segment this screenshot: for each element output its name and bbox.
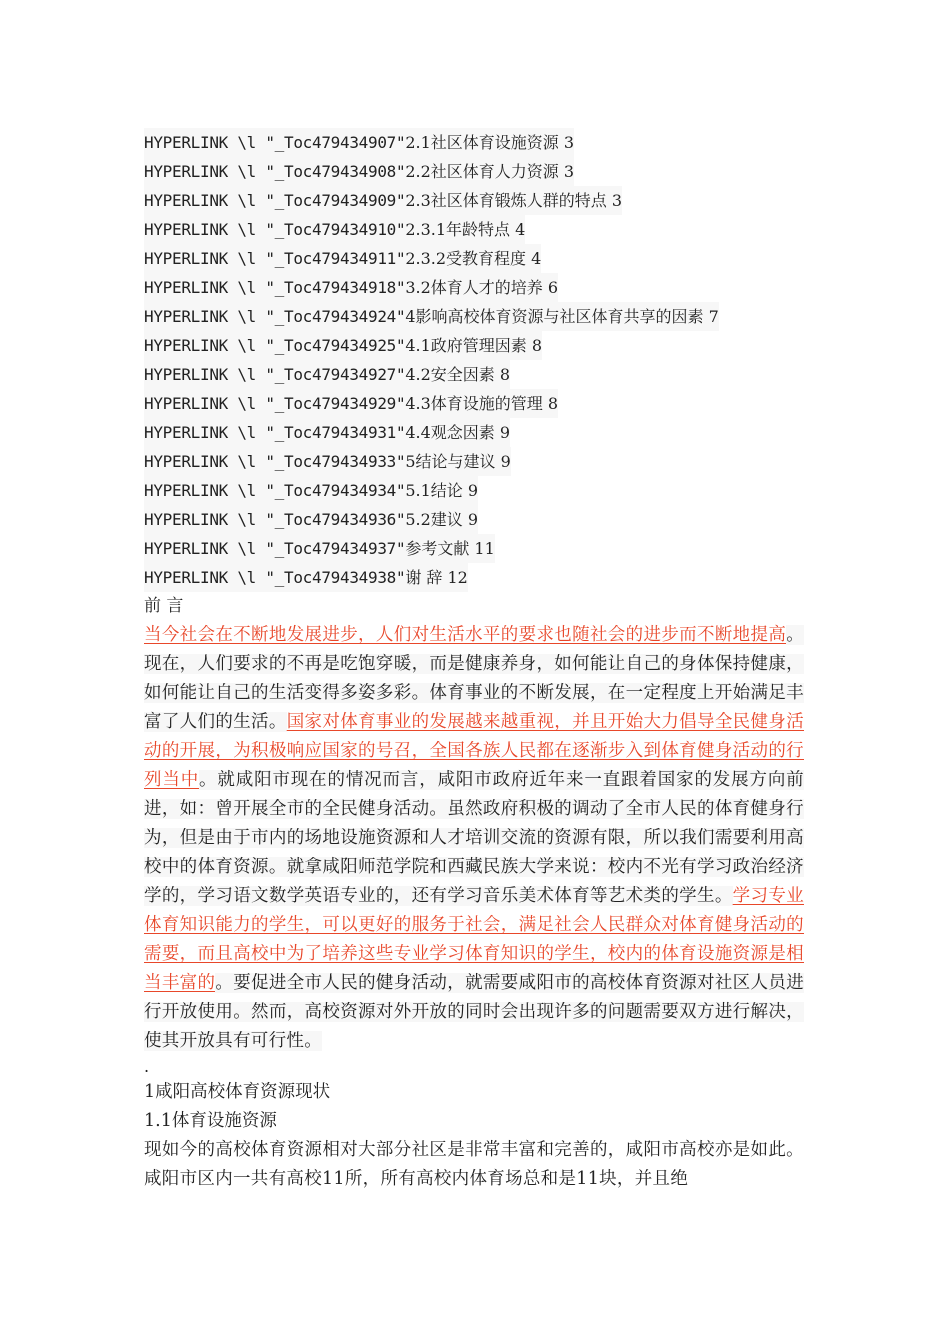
toc-entry-text: 4.1政府管理因素 8 (405, 336, 543, 355)
toc-field-code: HYPERLINK \l "_Toc479434936" (144, 510, 406, 529)
toc-entry[interactable] (144, 186, 622, 215)
toc-entry-text: 4影响高校体育资源与社区体育共享的因素 7 (405, 307, 719, 326)
table-of-contents (144, 128, 804, 592)
toc-entry-text: 2.3社区体育锻炼人群的特点 3 (405, 191, 623, 210)
toc-entry[interactable] (144, 302, 719, 331)
toc-entry[interactable] (144, 505, 478, 534)
toc-entry-text: 2.2社区体育人力资源 3 (405, 162, 575, 181)
body-text: 。现在，人们要求的不再是吃饱穿暖，而是健康养身，如何能让自己的身体保持健康，如何能让自己的生活变得多姿多彩。体育事业的不断发展，在一定程度上开始满足丰富了人们的生活。 (144, 625, 804, 732)
toc-entry-text: 4.3体育设施的管理 8 (405, 394, 559, 413)
toc-entry-text: 5.1结论 9 (405, 481, 479, 500)
toc-field-code: HYPERLINK \l "_Toc479434931" (144, 423, 406, 442)
toc-entry-text: 4.2安全因素 8 (405, 365, 511, 384)
toc-entry-text: 谢 辞 12 (405, 568, 468, 587)
highlighted-text: 国家对体育事业的发展越来越重视，并且开始大力倡导全民健身活动的开展，为积极响应国家的号召，全国各族人民都在逐渐步入到体育健身活动的行列当中 (144, 712, 804, 790)
toc-entry-text: 参考文献 11 (405, 539, 495, 558)
toc-field-code: HYPERLINK \l "_Toc479434908" (144, 162, 406, 181)
toc-entry[interactable] (144, 331, 542, 360)
toc-field-code: HYPERLINK \l "_Toc479434911" (144, 249, 406, 268)
toc-field-code: HYPERLINK \l "_Toc479434937" (144, 539, 406, 558)
toc-entry[interactable] (144, 273, 558, 302)
toc-field-code: HYPERLINK \l "_Toc479434927" (144, 365, 406, 384)
body-text: 。要促进全市人民的健身活动，就需要咸阳市的高校体育资源对社区人员进行开放使用。然而，高校资源对外开放的同时会出现许多的问题需要双方进行解决，使其开放具有可行性。 (144, 973, 804, 1051)
preface-heading: 前 言 (144, 596, 184, 616)
document-page (144, 128, 804, 1194)
toc-entry-text: 3.2体育人才的培养 6 (405, 278, 559, 297)
highlighted-text: 学习专业体育知识能力的学生，可以更好的服务于社会，满足社会人民群众对体育健身活动的需要，而且高校中为了培养这些专业学习体育知识的学生，校内的体育设施资源是相当丰富的 (144, 886, 804, 993)
section-1-title: 1咸阳高校体育资源现状 (144, 1082, 331, 1102)
highlighted-text: 当今社会在不断地发展进步，人们对生活水平的要求也随社会的进步而不断地提高 (144, 625, 787, 645)
toc-entry[interactable] (144, 244, 541, 273)
preface-paragraph (144, 621, 804, 1056)
toc-entry[interactable] (144, 215, 525, 244)
toc-entry[interactable] (144, 157, 574, 186)
toc-field-code: HYPERLINK \l "_Toc479434934" (144, 481, 406, 500)
toc-field-code: HYPERLINK \l "_Toc479434918" (144, 278, 406, 297)
toc-entry-text: 5结论与建议 9 (405, 452, 511, 471)
toc-entry[interactable] (144, 447, 511, 476)
toc-field-code: HYPERLINK \l "_Toc479434910" (144, 220, 406, 239)
toc-entry[interactable] (144, 563, 468, 592)
toc-entry-text: 2.3.1年龄特点 4 (405, 220, 526, 239)
toc-entry[interactable] (144, 360, 510, 389)
dot-mark: . (144, 1057, 150, 1076)
toc-field-code: HYPERLINK \l "_Toc479434933" (144, 452, 406, 471)
toc-field-code: HYPERLINK \l "_Toc479434925" (144, 336, 406, 355)
section-1-1-title: 1.1体育设施资源 (144, 1111, 277, 1131)
body-text: 。就咸阳市现在的情况而言，咸阳市政府近年来一直跟着国家的发展方向前进，如：曾开展全市的全民健身活动。虽然政府积极的调动了全市人民的体育健身行为，但是由于市内的场地设施资源和人才培训交流的资源有限，所以我们需要利用高校中的体育资源。就拿咸阳师范学院和西藏民族大学来说：校内不光有学习政治经济学的，学习语文数学英语专业的，还有学习音乐美术体育等艺术类的学生。 (144, 770, 804, 906)
toc-field-code: HYPERLINK \l "_Toc479434938" (144, 568, 406, 587)
toc-entry[interactable] (144, 418, 510, 447)
toc-field-code: HYPERLINK \l "_Toc479434924" (144, 307, 406, 326)
toc-field-code: HYPERLINK \l "_Toc479434909" (144, 191, 406, 210)
toc-entry[interactable] (144, 476, 478, 505)
toc-entry-text: 2.3.2受教育程度 4 (405, 249, 542, 268)
toc-field-code: HYPERLINK \l "_Toc479434929" (144, 394, 406, 413)
toc-entry-text: 5.2建议 9 (405, 510, 479, 529)
section-1-1-body: 现如今的高校体育资源相对大部分社区是非常丰富和完善的，咸阳市高校亦是如此。咸阳市区内一共有高校11所，所有高校内体育场总和是11块，并且绝 (144, 1140, 804, 1189)
toc-entry-text: 4.4观念因素 9 (405, 423, 511, 442)
toc-entry-text: 2.1社区体育设施资源 3 (405, 133, 575, 152)
toc-entry[interactable] (144, 128, 574, 157)
toc-entry[interactable] (144, 389, 558, 418)
toc-field-code: HYPERLINK \l "_Toc479434907" (144, 133, 406, 152)
toc-entry[interactable] (144, 534, 495, 563)
